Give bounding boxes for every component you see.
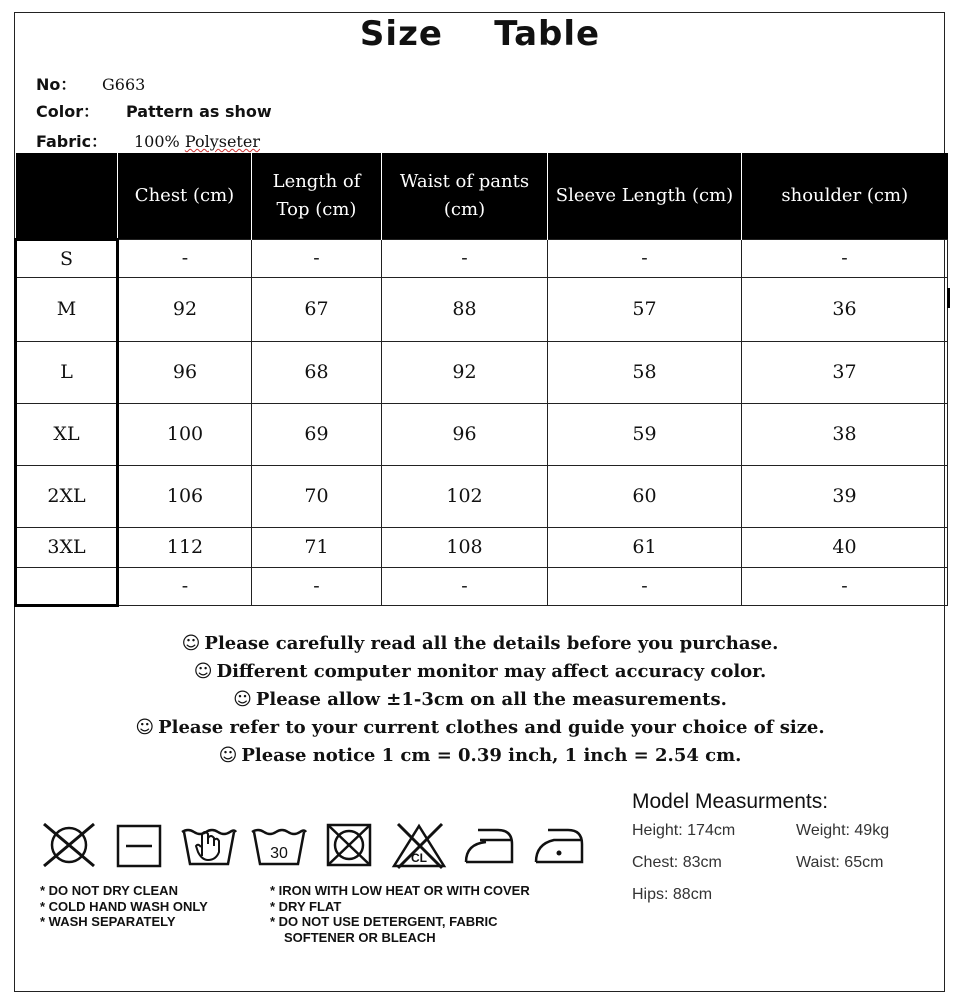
size-cell: 3XL [16,527,118,567]
care-text-right: * IRON WITH LOW HEAT OR WITH COVER * DRY FLAT * DO NOT USE DETERGENT, FABRIC SOFTENER OR BLEACH [270,883,530,945]
care-icon-row [38,820,590,870]
product-fabric-material: Polyseter [184,132,260,151]
chest-cell: 106 [118,465,252,527]
wash-temp-label: 30 [270,845,288,862]
chest-cell: 112 [118,527,252,567]
header-chest: Chest (cm) [118,153,252,239]
bleach-label: CL [411,851,427,865]
table-header-row [16,153,948,239]
product-number [36,72,145,95]
size-cell: L [16,341,118,403]
waist-cell: - [382,239,548,277]
wash-30-icon [248,820,310,870]
length-cell: 69 [252,403,382,465]
model-waist: Waist: 65cm [796,854,884,871]
header-size [16,153,118,239]
smiley-icon: ☺ [135,717,155,738]
waist-cell: - [382,567,548,605]
iron-low-heat-icon [528,820,590,870]
length-cell: - [252,239,382,277]
shoulder-cell: 39 [742,465,948,527]
shoulder-cell: - [742,567,948,605]
sleeve-cell: 58 [548,341,742,403]
shoulder-cell: 40 [742,527,948,567]
size-cell: M [16,277,118,341]
sleeve-cell: - [548,567,742,605]
text-cursor [947,288,950,308]
purchase-notes [0,630,960,770]
length-cell: 70 [252,465,382,527]
care-instructions [38,820,590,870]
header-waist-of-pants: Waist of pants (cm) [382,153,548,239]
table-row [16,465,948,527]
table-row [16,567,948,605]
header-shoulder: shoulder (cm) [742,153,948,239]
note-item: ☺ Please allow ±1-3cm on all the measurements. [233,689,727,710]
size-cell: XL [16,403,118,465]
chest-cell: - [118,567,252,605]
sleeve-cell: 59 [548,403,742,465]
table-row [16,403,948,465]
smiley-icon: ☺ [193,661,213,682]
no-tumble-dry-icon [318,820,380,870]
care-text-left: * DO NOT DRY CLEAN * COLD HAND WASH ONLY * WASH SEPARATELY [40,883,208,929]
product-fabric [36,129,260,152]
model-hips: Hips: 88cm [632,886,713,903]
length-cell: - [252,567,382,605]
header-sleeve-length: Sleeve Length (cm) [548,153,742,239]
model-row [632,886,960,918]
model-height: Height: 174cm [632,822,736,839]
note-item: ☺ Please notice 1 cm = 0.39 inch, 1 inch = 2.54 cm. [218,745,742,766]
chest-cell: 100 [118,403,252,465]
product-number-label: No： [36,75,77,94]
waist-cell: 108 [382,527,548,567]
length-cell: 71 [252,527,382,567]
chest-cell: 96 [118,341,252,403]
model-row [632,822,960,854]
table-row [16,277,948,341]
smiley-icon: ☺ [218,745,238,766]
product-color [36,99,272,122]
waist-cell: 92 [382,341,548,403]
product-fabric-percent: 100% [134,132,180,151]
waist-cell: 88 [382,277,548,341]
shoulder-cell: 36 [742,277,948,341]
note-item: ☺ Please refer to your current clothes and guide your choice of size. [135,717,825,738]
note-item: ☺ Please carefully read all the details before you purchase. [181,633,779,654]
note-item: ☺ Different computer monitor may affect accuracy color. [193,661,767,682]
sleeve-cell: 60 [548,465,742,527]
sleeve-cell: - [548,239,742,277]
product-number-value: G663 [102,75,146,94]
shoulder-cell: 37 [742,341,948,403]
sleeve-cell: 61 [548,527,742,567]
chest-cell: 92 [118,277,252,341]
shoulder-cell: 38 [742,403,948,465]
length-cell: 67 [252,277,382,341]
product-color-value: Pattern as show [126,102,272,121]
product-color-label: Color： [36,102,100,121]
size-table [14,153,948,607]
product-fabric-label: Fabric： [36,132,108,151]
waist-cell: 102 [382,465,548,527]
table-row [16,239,948,277]
no-bleach-icon [388,820,450,870]
no-dry-clean-icon [38,820,100,870]
table-row [16,527,948,567]
model-chest: Chest: 83cm [632,854,722,871]
size-cell: S [16,239,118,277]
size-cell [16,567,118,605]
model-measurements [632,790,960,918]
page-title: Size Table [359,14,601,54]
hand-wash-icon [178,820,240,870]
smiley-icon: ☺ [181,633,201,654]
length-cell: 68 [252,341,382,403]
header-length-of-top: Length of Top (cm) [252,153,382,239]
iron-icon [458,820,520,870]
smiley-icon: ☺ [233,689,252,710]
table-row [16,341,948,403]
size-cell: 2XL [16,465,118,527]
sleeve-cell: 57 [548,277,742,341]
model-row [632,854,960,886]
model-title: Model Measurments: [632,790,829,813]
model-weight: Weight: 49kg [796,822,890,839]
chest-cell: - [118,239,252,277]
shoulder-cell: - [742,239,948,277]
dry-flat-icon [108,820,170,870]
waist-cell: 96 [382,403,548,465]
